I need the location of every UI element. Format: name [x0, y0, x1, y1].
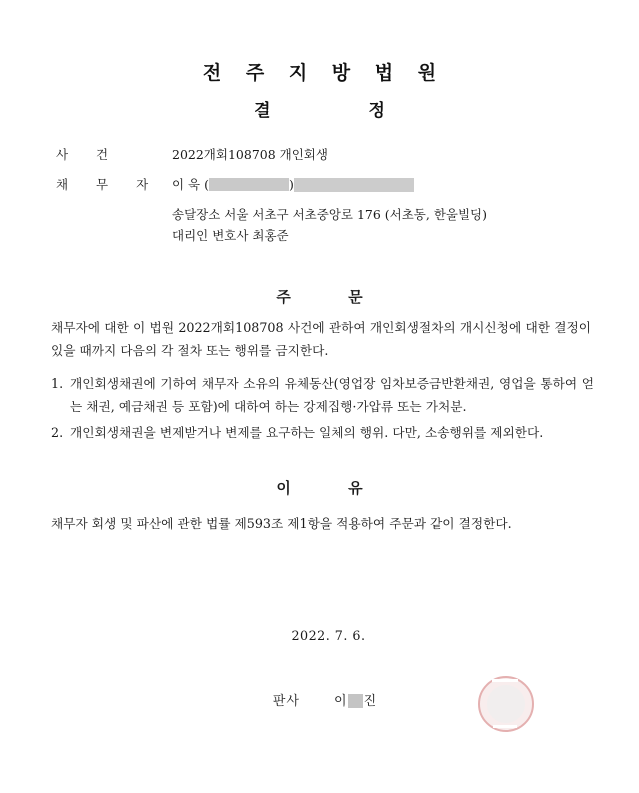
main-section-heading: 주 문: [276, 288, 389, 306]
redacted-judge-name-middle: [348, 694, 363, 708]
list-item: [51, 421, 594, 444]
debtor-row: [54, 174, 594, 196]
prohibited-actions-list: [51, 372, 594, 447]
debtor-name: 이 욱 (: [172, 177, 209, 192]
redacted-identifier: [209, 178, 289, 191]
judge-signature-line: [0, 690, 639, 709]
debtor-name-close: ): [288, 177, 294, 192]
document-type-heading: 결 정: [254, 101, 431, 121]
case-number-row: [54, 144, 594, 166]
legal-agent: 대리인 변호사 최홍준: [172, 228, 289, 243]
official-seal-stamp: [478, 676, 534, 732]
redacted-address: [294, 178, 414, 192]
judge-name: [334, 694, 376, 709]
judge-label: 판사: [272, 694, 300, 709]
reason-section-paragraph: 채무자 회생 및 파산에 관한 법률 제593조 제1항을 적용하여 주문과 같이 결정한다.: [51, 516, 512, 531]
list-item-text: 개인회생채권에 기하여 채무자 소유의 유체동산(영업장 임차보증금반환채권, 영업을 통하여 얻는 채권, 예금채권 등 포함)에 대하여 하는 강제집행·가압류 또는 가처분.: [70, 376, 594, 414]
decision-date: 2022. 7. 6.: [291, 628, 366, 643]
court-title: 전 주 지 방 법 원: [202, 62, 446, 84]
case-metadata: [54, 144, 594, 246]
service-address: 송달장소 서울 서초구 서초중앙로 176 (서초동, 한울빌딩): [172, 207, 488, 222]
judge-name-first: 이: [334, 694, 347, 709]
list-item: [51, 372, 594, 418]
debtor-value: [172, 174, 594, 196]
case-number-value: 2022개회108708 개인회생: [172, 147, 328, 162]
main-section-paragraph: 채무자에 대한 이 법원 2022개회108708 사건에 관하여 개인회생절차의 개시신청에 대한 결정이 있을 때까지 다음의 각 절차 또는 행위를 금지한다.: [51, 320, 591, 358]
judge-name-last: 진: [363, 694, 377, 709]
list-item-text: 개인회생채권을 변제받거나 변제를 요구하는 일체의 행위. 다만, 소송행위를 제외한다.: [70, 425, 544, 440]
seal-inner-mark: [493, 725, 517, 728]
list-item-number: 1.: [51, 376, 64, 391]
debtor-label: 채 무 자: [56, 177, 161, 192]
reason-section-heading: 이 유: [276, 479, 389, 497]
case-number-label: 사 건: [56, 147, 121, 162]
list-item-number: 2.: [51, 425, 64, 440]
